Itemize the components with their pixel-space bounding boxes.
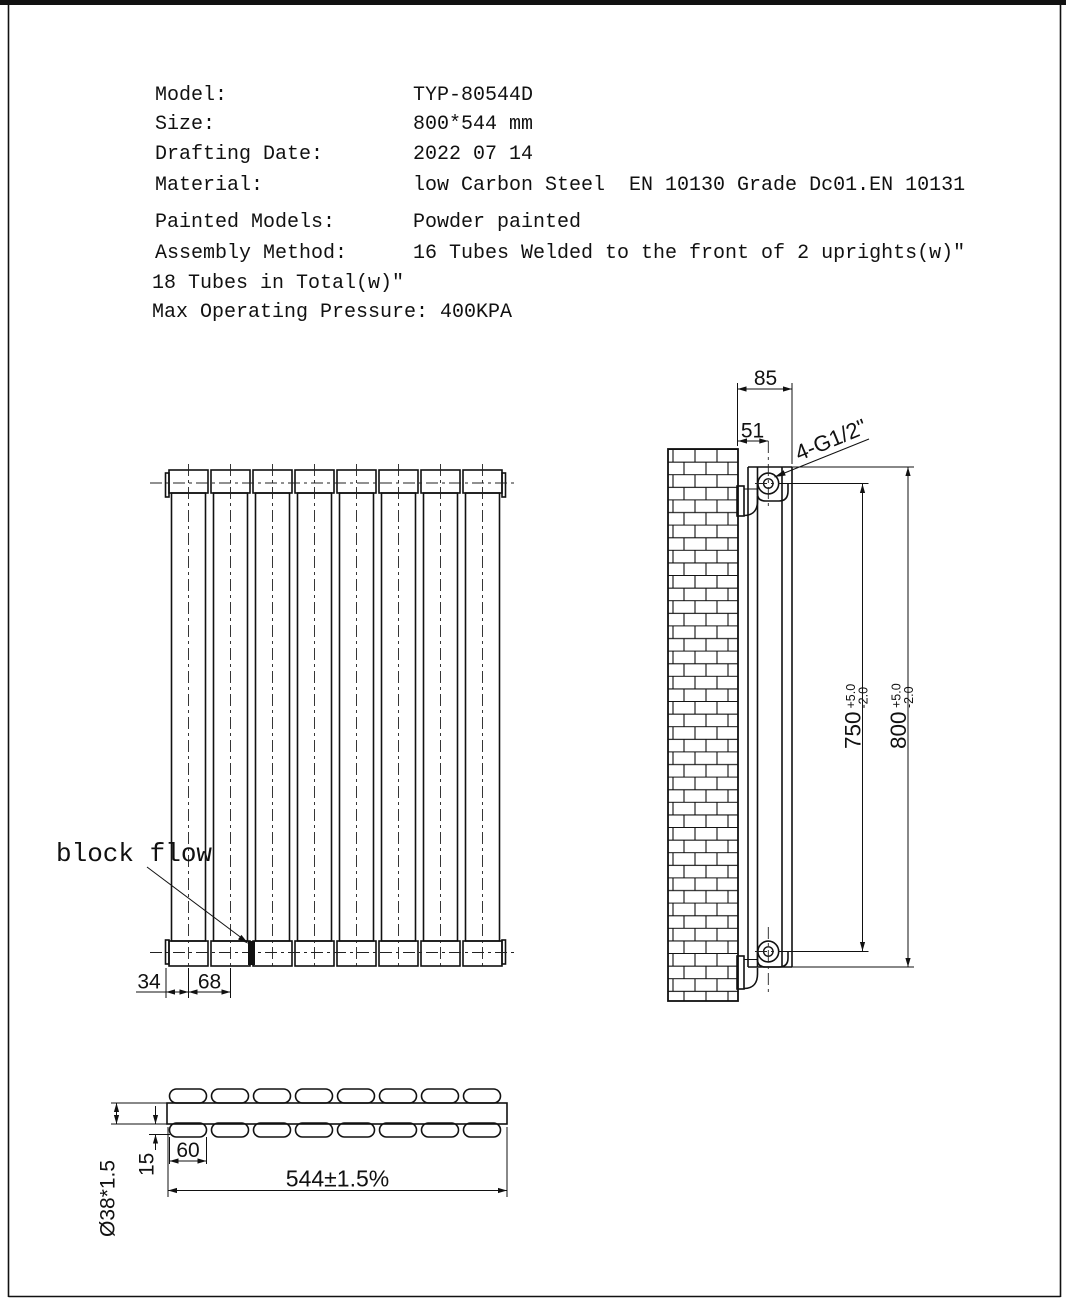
spec-value: 800*544 mm xyxy=(413,113,534,136)
front-dimensions xyxy=(136,968,231,998)
dim-wall-to-front xyxy=(738,367,793,464)
spec-value: TYP-80544D xyxy=(413,84,534,107)
spec-value: low Carbon Steel EN 10130 Grade Dc01.EN 10131 xyxy=(413,174,966,197)
dim-544-text: 544±1.5% xyxy=(285,1165,390,1192)
front-centerlines xyxy=(189,464,483,970)
connection-size-label: 4-G1/2" xyxy=(791,413,871,466)
dim-750-text: 750 xyxy=(840,711,866,749)
spec-label: Painted Models: xyxy=(155,211,336,234)
bottom-pipe-connection xyxy=(755,927,797,994)
dim-800-tol-minus: -2.0 xyxy=(902,686,916,708)
dim-750-tol-minus: -2.0 xyxy=(856,686,871,709)
spec-label: Size: xyxy=(155,113,216,136)
spec-label: Material: xyxy=(155,174,264,197)
spec-value: 16 Tubes Welded to the front of 2 uprights(w)″ xyxy=(413,242,966,265)
spec-label: Model: xyxy=(155,84,228,107)
block-flow-label: block flow xyxy=(56,839,213,869)
dim-15-text: 15 xyxy=(135,1152,159,1176)
wall-section xyxy=(668,449,738,1001)
dim-800-tol-plus: +5.0 xyxy=(889,683,904,708)
tube-spec-text: Ø38*1.5 xyxy=(96,1159,120,1237)
dim-85-text: 85 xyxy=(753,367,778,390)
dim-800-text: 800 xyxy=(886,711,911,749)
dim-row-offset xyxy=(136,1106,171,1176)
front-tube-panels xyxy=(172,493,500,941)
plan-front-tubes xyxy=(170,1123,501,1137)
flow-block-marker xyxy=(248,941,255,965)
top-pipe-connection xyxy=(755,441,797,509)
spec-line-tubes-total: 18 Tubes in Total(w)″ xyxy=(152,272,405,295)
dim-wall-to-pipe xyxy=(738,420,768,444)
side-view xyxy=(668,367,916,1001)
front-top-caps xyxy=(169,470,502,493)
dim-60-text: 60 xyxy=(176,1139,200,1162)
dim-51-text: 51 xyxy=(740,419,765,443)
spec-value: 2022 07 14 xyxy=(413,143,534,166)
front-bottom-caps xyxy=(169,941,502,966)
spec-label: Drafting Date: xyxy=(155,143,324,166)
spec-line-max-pressure: Max Operating Pressure: 400KPA xyxy=(152,301,513,324)
dim-tube-width xyxy=(170,1137,207,1164)
spec-label: Assembly Method: xyxy=(155,242,348,265)
spec-value: Powder painted xyxy=(413,211,582,234)
plan-rear-tubes xyxy=(170,1089,501,1103)
dim-edge-to-center: 34 xyxy=(137,970,161,994)
dim-tube-pitch: 68 xyxy=(197,970,222,994)
dim-750-tol-plus: +5.0 xyxy=(844,683,858,709)
front-view xyxy=(56,464,516,998)
plan-view xyxy=(97,1089,508,1237)
